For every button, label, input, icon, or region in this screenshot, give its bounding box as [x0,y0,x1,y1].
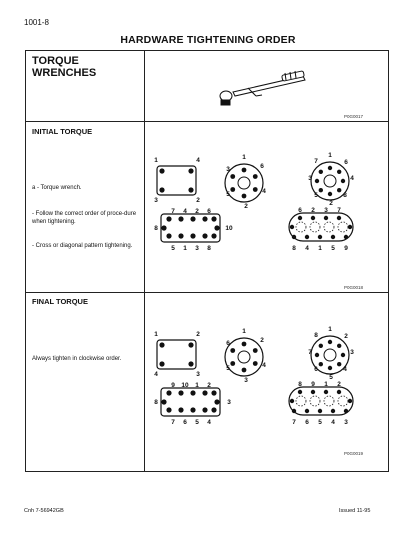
bolt-hole [242,342,247,347]
section-title-final-torque: FINAL TORQUE [32,297,88,306]
bolt-hole [211,390,216,395]
bolt-hole [166,407,171,412]
bolt-hole [328,340,332,344]
bolt-hole [305,235,309,239]
sequence-number: 2 [196,331,200,338]
note-clockwise: Always tighten in clockwise order. [32,356,122,362]
sequence-number: 4 [196,157,200,164]
figure-code: P0G0018 [344,285,364,290]
bolt-hole [190,233,195,238]
sequence-number: 4 [183,208,187,215]
sequence-number: 3 [227,399,231,406]
sequence-number: 8 [154,225,158,232]
sequence-number: 7 [337,207,341,214]
bolt-hole [230,348,235,353]
sequence-number: 1 [154,157,158,164]
sequence-number: 10 [181,382,189,389]
sequence-number: 1 [154,331,158,338]
bolt-hole [190,216,195,221]
bolt-hole [337,188,341,192]
bolt-hole [178,233,183,238]
sequence-number: 2 [207,382,211,389]
sequence-number: 5 [195,419,199,426]
bolt-hole [178,390,183,395]
sequence-number: 5 [226,191,230,198]
sequence-number: 1 [195,382,199,389]
sequence-number: 3 [344,419,348,426]
sequence-number: 8 [314,332,318,339]
sequence-number: 9 [344,245,348,252]
sequence-number: 1 [328,152,332,159]
sequence-number: 9 [171,382,175,389]
sequence-number: 5 [318,419,322,426]
sequence-number: 6 [183,419,187,426]
sequence-number: 2 [329,200,333,207]
sequence-number: 7 [314,158,318,165]
sequence-number: 4 [207,419,211,426]
page-title: HARDWARE TIGHTENING ORDER [120,34,296,46]
bolt-hole [188,342,193,347]
bolt-hole [292,409,296,413]
bolt-hole [348,225,352,229]
note-cross-pattern: - Cross or diagonal pattern tightening. [32,243,133,249]
sequence-number: 4 [262,188,266,195]
bolt-hole [211,407,216,412]
bolt-hole [166,390,171,395]
bolt-hole [211,216,216,221]
sequence-number: 8 [207,245,211,252]
bolt-hole [292,235,296,239]
bolt-hole [202,390,207,395]
bolt-hole [319,170,323,174]
bolt-hole [188,187,193,192]
bolt-hole [305,409,309,413]
sequence-number: 4 [305,245,309,252]
sequence-number: 3 [350,349,354,356]
bolt-hole [315,179,319,183]
bolt-hole [319,344,323,348]
sequence-number: 1 [183,245,187,252]
sequence-number: 3 [195,245,199,252]
sequence-number: 5 [329,374,333,381]
sequence-number: 8 [343,192,347,199]
bolt-hole [337,170,341,174]
sequence-number: 8 [292,245,296,252]
bolt-hole [161,399,166,404]
initial-torque-diagrams [154,152,354,252]
bolt-hole [202,216,207,221]
bolt-hole [318,235,322,239]
sequence-number: 3 [324,207,328,214]
bolt-hole [328,192,332,196]
sequence-number: 5 [171,245,175,252]
sequence-number: 3 [226,166,230,173]
sequence-number: 9 [311,381,315,388]
bolt-hole [178,216,183,221]
sequence-number: 5 [331,245,335,252]
sequence-number: 4 [154,371,158,378]
sequence-number: 10 [225,225,233,232]
final-torque-diagrams [154,326,354,426]
bolt-hole [188,361,193,366]
sequence-number: 6 [344,159,348,166]
sequence-number: 4 [343,366,347,373]
bolt-hole [253,361,258,366]
bolt-hole [214,399,219,404]
sequence-number: 3 [196,371,200,378]
bolt-hole [242,168,247,173]
sequence-number: 6 [260,163,264,170]
bolt-hole [328,366,332,370]
bolt-hole [341,179,345,183]
bolt-hole [214,225,219,230]
bolt-hole [159,168,164,173]
bolt-hole [166,216,171,221]
bolt-hole [337,344,341,348]
bolt-hole [190,390,195,395]
bolt-hole [242,194,247,199]
bolt-hole [211,233,216,238]
bolt-hole [298,390,302,394]
bolt-hole [318,409,322,413]
bolt-hole [341,353,345,357]
bolt-hole [230,361,235,366]
sequence-number: 1 [242,154,246,161]
bolt-hole [348,399,352,403]
sequence-number: 1 [324,381,328,388]
bolt-hole [319,188,323,192]
sequence-number: 4 [331,419,335,426]
bolt-hole [166,233,171,238]
footer-issue: Issued 11-95 [339,508,371,514]
bolt-hole [344,409,348,413]
sequence-number: 6 [298,207,302,214]
bolt-hole [253,174,258,179]
bolt-hole [331,235,335,239]
bolt-hole [337,216,341,220]
sequence-number: 5 [226,365,230,372]
section-title-torque-wrenches: TORQUE WRENCHES [32,55,97,79]
sequence-number: 7 [292,419,296,426]
footer-code: Cnh 7-56942GB [24,508,64,514]
bolt-hole [324,216,328,220]
bolt-hole [159,361,164,366]
sequence-number: 3 [308,175,312,182]
bolt-hole [311,390,315,394]
page-number: 1001-8 [24,18,49,27]
bolt-hole [159,187,164,192]
sequence-number: 6 [305,419,309,426]
bolt-hole [315,353,319,357]
sequence-number: 1 [318,245,322,252]
bolt-hole [331,409,335,413]
sequence-number: 2 [244,203,248,210]
bolt-hole [311,216,315,220]
bolt-hole [290,225,294,229]
sequence-number: 8 [298,381,302,388]
bolt-hole [202,407,207,412]
sequence-number: 6 [207,208,211,215]
sequence-number: 2 [344,333,348,340]
sequence-number: 6 [226,340,230,347]
sequence-number: 2 [196,197,200,204]
figure-code: P0G0017 [344,114,364,119]
sequence-number: 4 [350,175,354,182]
sequence-number: 1 [242,328,246,335]
bolt-hole [230,174,235,179]
sequence-number: 2 [311,207,315,214]
bolt-hole [344,235,348,239]
bolt-hole [230,187,235,192]
sequence-number: 7 [171,208,175,215]
sequence-number: 2 [195,208,199,215]
sequence-number: 4 [262,362,266,369]
torque-wrench-icon [220,71,305,105]
bolt-hole [242,368,247,373]
section-title-initial-torque: INITIAL TORQUE [32,127,93,136]
sequence-number: 7 [171,419,175,426]
bolt-hole [337,390,341,394]
bolt-hole [190,407,195,412]
sequence-number: 2 [260,337,264,344]
sequence-number: 2 [337,381,341,388]
bolt-hole [253,348,258,353]
sequence-number: 8 [154,399,158,406]
sequence-number: 1 [328,326,332,333]
bolt-hole [253,187,258,192]
bolt-hole [188,168,193,173]
bolt-hole [328,166,332,170]
sequence-number: 3 [154,197,158,204]
note-torque-wrench: a - Torque wrench. [32,185,82,191]
sequence-number: 5 [314,192,318,199]
bolt-hole [161,225,166,230]
bolt-hole [202,233,207,238]
note-follow-order: - Follow the correct order of proce-dure when tightening. [32,211,137,225]
sequence-number: 7 [308,349,312,356]
bolt-hole [298,216,302,220]
bolt-hole [178,407,183,412]
sequence-number: 6 [314,366,318,373]
bolt-hole [324,390,328,394]
sequence-number: 3 [244,377,248,384]
bolt-hole [159,342,164,347]
bolt-hole [290,399,294,403]
bolt-hole [319,362,323,366]
bolt-hole [337,362,341,366]
figure-code: P0G0019 [344,451,364,456]
